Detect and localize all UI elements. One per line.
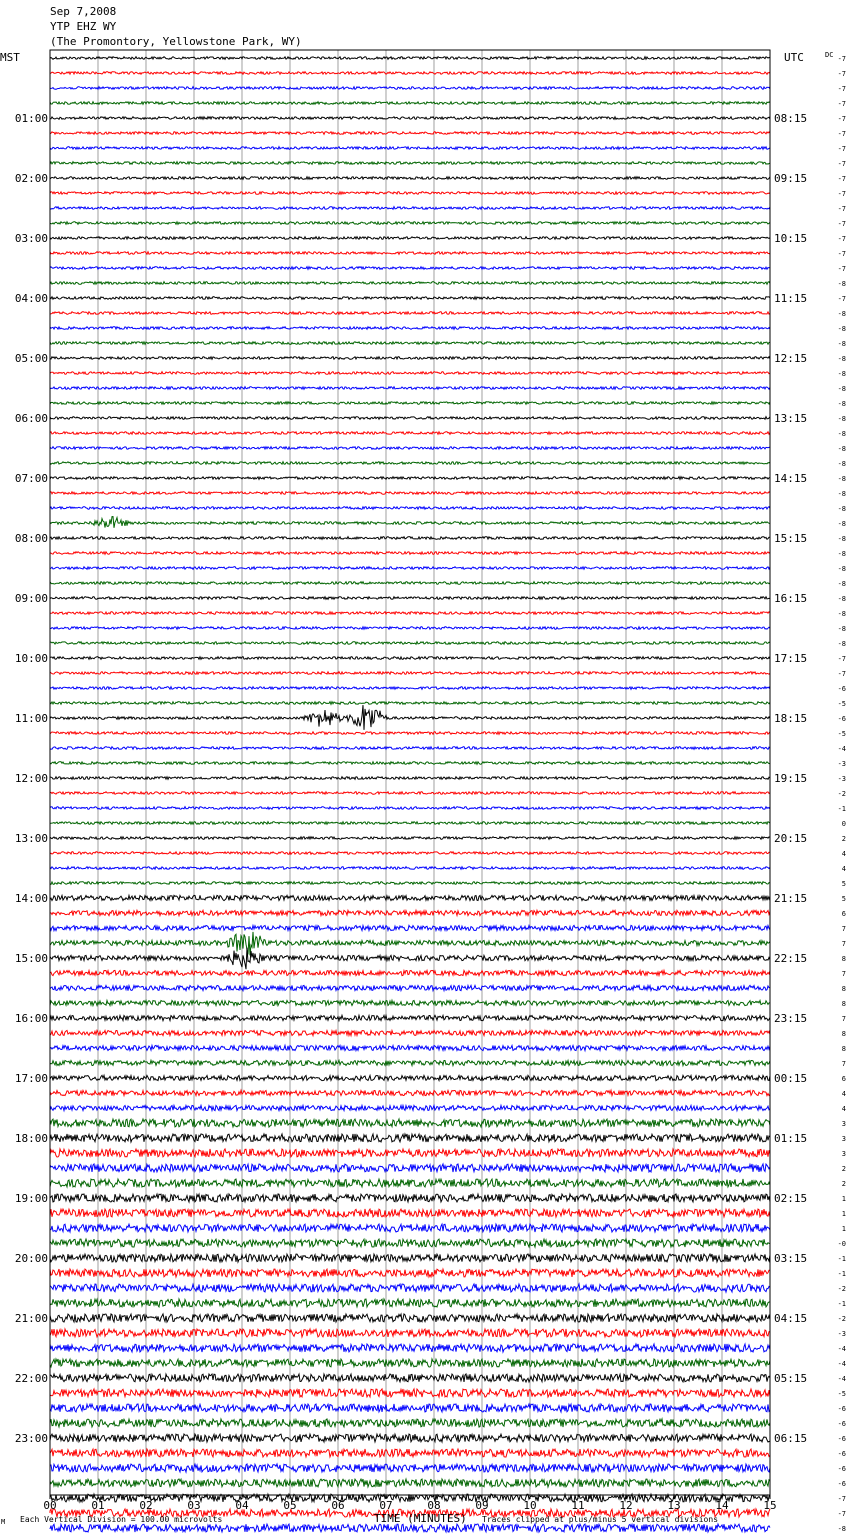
x-tick-label: 05: [283, 1499, 297, 1512]
mst-label: 16:00: [14, 1012, 48, 1025]
x-tick-label: 15: [763, 1499, 777, 1512]
trace-5: [50, 132, 770, 135]
trace-18: [50, 327, 770, 330]
trace-90: [50, 1404, 770, 1412]
mst-label: 20:00: [14, 1252, 48, 1265]
utc-label: 05:15: [774, 1372, 808, 1385]
mst-label: 08:00: [14, 532, 48, 545]
trace-85: [50, 1329, 770, 1337]
dc-offset: 1: [841, 1225, 846, 1233]
dc-offset: -8: [837, 370, 846, 378]
dc-offset: -8: [837, 505, 846, 513]
trace-68: [50, 1075, 770, 1080]
trace-91: [50, 1419, 770, 1427]
utc-label: 03:15: [774, 1252, 808, 1265]
trace-34: [50, 567, 770, 570]
trace-52: [50, 837, 770, 840]
dc-offset: -8: [837, 445, 846, 453]
utc-label: 01:15: [774, 1132, 808, 1145]
utc-label: 16:15: [774, 592, 808, 605]
trace-77: [50, 1209, 770, 1217]
trace-13: [50, 252, 770, 255]
trace-28: [50, 477, 770, 480]
dc-offset: -7: [837, 1495, 846, 1503]
trace-51: [50, 822, 770, 825]
x-tick-label: 09: [475, 1499, 489, 1512]
x-tick-label: 08: [427, 1499, 441, 1512]
dc-offset: -3: [837, 760, 846, 768]
trace-15: [50, 282, 770, 285]
x-tick-label: 12: [619, 1499, 633, 1512]
dc-offset: 2: [841, 1180, 846, 1188]
dc-offset: -1: [837, 1255, 846, 1263]
trace-37: [50, 612, 770, 615]
utc-label: 09:15: [774, 172, 808, 185]
trace-74: [50, 1164, 770, 1172]
dc-offset: -7: [837, 160, 846, 168]
utc-label: 21:15: [774, 892, 808, 905]
trace-48: [50, 777, 770, 780]
x-tick-label: 06: [331, 1499, 345, 1512]
trace-87: [50, 1359, 770, 1367]
x-tick-label: 10: [523, 1499, 537, 1512]
dc-offset: -8: [837, 550, 846, 558]
trace-46: [50, 747, 770, 750]
utc-label: 14:15: [774, 472, 808, 485]
trace-84: [50, 1314, 770, 1322]
mst-label: 12:00: [14, 772, 48, 785]
chart-station: YTP EHZ WY: [50, 20, 117, 33]
dc-offset: -8: [837, 535, 846, 543]
mst-label: 06:00: [14, 412, 48, 425]
x-tick-label: 13: [667, 1499, 681, 1512]
dc-offset: -8: [837, 640, 846, 648]
trace-79: [50, 1239, 770, 1247]
left-axis-title: MST: [0, 51, 20, 64]
dc-offset: -8: [837, 400, 846, 408]
mst-label: 15:00: [14, 952, 48, 965]
trace-75: [50, 1179, 770, 1187]
trace-10: [50, 207, 770, 210]
trace-2: [50, 87, 770, 90]
trace-71: [50, 1119, 770, 1127]
x-tick-label: 07: [379, 1499, 393, 1512]
mst-label: 05:00: [14, 352, 48, 365]
trace-1: [50, 72, 770, 75]
dc-offset: 4: [841, 850, 846, 858]
mst-label: 14:00: [14, 892, 48, 905]
trace-25: [50, 432, 770, 435]
x-tick-label: 02: [139, 1499, 153, 1512]
trace-39: [50, 642, 770, 645]
dc-offset: -6: [837, 1450, 846, 1458]
trace-16: [50, 297, 770, 300]
chart-date: Sep 7,2008: [50, 5, 117, 18]
dc-offset: -8: [837, 595, 846, 603]
x-tick-label: 14: [715, 1499, 729, 1512]
trace-61: [50, 970, 770, 975]
trace-53: [50, 852, 770, 855]
x-tick-label: 04: [235, 1499, 249, 1512]
dc-offset: -0: [837, 1240, 846, 1248]
dc-offset: -8: [837, 565, 846, 573]
utc-label: 02:15: [774, 1192, 808, 1205]
dc-offset: -2: [837, 1315, 846, 1323]
trace-83: [50, 1299, 770, 1307]
trace-54: [50, 867, 770, 870]
dc-offset: -8: [837, 280, 846, 288]
trace-27: [50, 462, 770, 465]
dc-offset: -8: [837, 580, 846, 588]
dc-offset: -5: [837, 1390, 846, 1398]
dc-offset: -8: [837, 460, 846, 468]
trace-22: [50, 387, 770, 390]
trace-65: [50, 1030, 770, 1035]
dc-offset: -2: [837, 790, 846, 798]
dc-offset: 5: [841, 880, 846, 888]
dc-offset: 3: [841, 1135, 846, 1143]
trace-32: [50, 537, 770, 540]
dc-offset: -7: [837, 220, 846, 228]
trace-11: [50, 222, 770, 225]
trace-67: [50, 1060, 770, 1065]
utc-label: 20:15: [774, 832, 808, 845]
mst-label: 11:00: [14, 712, 48, 725]
trace-82: [50, 1284, 770, 1292]
dc-offset: -7: [837, 250, 846, 258]
dc-offset: -6: [837, 1465, 846, 1473]
trace-29: [50, 492, 770, 495]
utc-label: 00:15: [774, 1072, 808, 1085]
trace-56: [50, 895, 770, 900]
dc-offset: -8: [837, 310, 846, 318]
dc-offset: 8: [841, 955, 846, 963]
trace-36: [50, 597, 770, 600]
dc-offset: -7: [837, 265, 846, 273]
dc-offset: 6: [841, 910, 846, 918]
dc-offset: -1: [837, 1300, 846, 1308]
trace-8: [50, 177, 770, 180]
mst-label: 09:00: [14, 592, 48, 605]
trace-58: [50, 925, 770, 930]
dc-offset: 7: [841, 940, 846, 948]
dc-offset: -4: [837, 1375, 846, 1383]
mst-label: 18:00: [14, 1132, 48, 1145]
dc-offset: -8: [837, 610, 846, 618]
trace-62: [50, 985, 770, 990]
x-tick-label: 01: [91, 1499, 105, 1512]
trace-93: [50, 1449, 770, 1457]
clip-note: Traces clipped at plus/minus 5 vertical divisions: [482, 1515, 719, 1524]
dc-offset: -6: [837, 1480, 846, 1488]
mst-label: 19:00: [14, 1192, 48, 1205]
scale-note: Each Vertical Division = 100.00 microvolts: [20, 1515, 223, 1524]
dc-offset: 4: [841, 865, 846, 873]
trace-40: [50, 657, 770, 660]
dc-offset: -2: [837, 1285, 846, 1293]
dc-offset: -8: [837, 475, 846, 483]
utc-label: 06:15: [774, 1432, 808, 1445]
dc-offset: 7: [841, 970, 846, 978]
trace-45: [50, 732, 770, 735]
trace-14: [50, 267, 770, 270]
dc-offset: -8: [837, 1525, 846, 1533]
utc-label: 11:15: [774, 292, 808, 305]
dc-offset: 8: [841, 1030, 846, 1038]
trace-9: [50, 192, 770, 195]
mst-label: 04:00: [14, 292, 48, 305]
trace-57: [50, 910, 770, 915]
trace-7: [50, 162, 770, 165]
trace-88: [50, 1374, 770, 1382]
dc-offset: 6: [841, 1075, 846, 1083]
dc-offset: -7: [837, 1510, 846, 1518]
chart-location: (The Promontory, Yellowstone Park, WY): [50, 35, 302, 48]
trace-23: [50, 402, 770, 405]
trace-94: [50, 1464, 770, 1472]
dc-offset: 8: [841, 985, 846, 993]
plot-frame: [50, 50, 770, 1495]
dc-label: DC: [825, 51, 834, 59]
trace-72: [50, 1134, 770, 1142]
dc-offset: -7: [837, 655, 846, 663]
dc-offset: 7: [841, 1015, 846, 1023]
trace-80: [50, 1254, 770, 1262]
dc-offset: -7: [837, 130, 846, 138]
mst-label: 02:00: [14, 172, 48, 185]
dc-offset: -4: [837, 1360, 846, 1368]
trace-44: [50, 705, 770, 730]
footer-mark: M: [1, 1518, 6, 1526]
dc-offset: 4: [841, 1090, 846, 1098]
trace-19: [50, 342, 770, 345]
trace-17: [50, 312, 770, 315]
trace-38: [50, 627, 770, 630]
trace-59: [50, 932, 770, 955]
dc-offset: -7: [837, 175, 846, 183]
dc-offset: -1: [837, 1270, 846, 1278]
dc-offset: 7: [841, 925, 846, 933]
trace-35: [50, 582, 770, 585]
dc-offset: -7: [837, 145, 846, 153]
trace-64: [50, 1015, 770, 1020]
trace-20: [50, 357, 770, 360]
dc-offset: -7: [837, 670, 846, 678]
dc-offset: -1: [837, 805, 846, 813]
trace-49: [50, 792, 770, 795]
utc-label: 08:15: [774, 112, 808, 125]
dc-offset: -8: [837, 625, 846, 633]
dc-offset: -8: [837, 415, 846, 423]
trace-26: [50, 447, 770, 450]
mst-label: 01:00: [14, 112, 48, 125]
dc-offset: 1: [841, 1195, 846, 1203]
trace-66: [50, 1045, 770, 1050]
utc-label: 18:15: [774, 712, 808, 725]
dc-offset: 2: [841, 835, 846, 843]
trace-31: [50, 517, 770, 528]
trace-33: [50, 552, 770, 555]
mst-label: 13:00: [14, 832, 48, 845]
dc-offset: -4: [837, 745, 846, 753]
dc-offset: -8: [837, 520, 846, 528]
dc-offset: -7: [837, 55, 846, 63]
seismic-traces: [50, 57, 770, 1534]
dc-offset: 1: [841, 1210, 846, 1218]
trace-12: [50, 237, 770, 240]
trace-24: [50, 417, 770, 420]
trace-30: [50, 507, 770, 510]
x-tick-label: 03: [187, 1499, 201, 1512]
dc-offset: -8: [837, 490, 846, 498]
trace-0: [50, 57, 770, 60]
dc-offset: 5: [841, 895, 846, 903]
trace-41: [50, 672, 770, 675]
dc-offset: -3: [837, 775, 846, 783]
mst-label: 23:00: [14, 1432, 48, 1445]
trace-78: [50, 1224, 770, 1232]
dc-offset: -7: [837, 70, 846, 78]
trace-92: [50, 1434, 770, 1442]
dc-offset: -7: [837, 235, 846, 243]
mst-label: 17:00: [14, 1072, 48, 1085]
trace-63: [50, 1000, 770, 1005]
dc-offset: -5: [837, 700, 846, 708]
dc-offset: -8: [837, 430, 846, 438]
trace-43: [50, 702, 770, 705]
dc-offset: -6: [837, 685, 846, 693]
dc-offset: -7: [837, 100, 846, 108]
mst-label: 21:00: [14, 1312, 48, 1325]
mst-label: 22:00: [14, 1372, 48, 1385]
dc-offset: -6: [837, 715, 846, 723]
trace-3: [50, 102, 770, 105]
trace-81: [50, 1269, 770, 1277]
dc-offset: -3: [837, 1330, 846, 1338]
dc-offset: -8: [837, 340, 846, 348]
dc-offset: -7: [837, 85, 846, 93]
mst-label: 10:00: [14, 652, 48, 665]
trace-21: [50, 372, 770, 375]
dc-offset: -6: [837, 1405, 846, 1413]
x-tick-label: 00: [43, 1499, 57, 1512]
dc-offset: -8: [837, 385, 846, 393]
trace-50: [50, 807, 770, 810]
trace-95: [50, 1479, 770, 1487]
mst-label: 03:00: [14, 232, 48, 245]
trace-73: [50, 1149, 770, 1157]
trace-76: [50, 1194, 770, 1202]
dc-offset: -6: [837, 1435, 846, 1443]
dc-offset: -6: [837, 1420, 846, 1428]
trace-55: [50, 882, 770, 885]
dc-offset: -7: [837, 295, 846, 303]
utc-label: 19:15: [774, 772, 808, 785]
dc-offset: 0: [841, 820, 846, 828]
utc-label: 04:15: [774, 1312, 808, 1325]
dc-offset: -8: [837, 355, 846, 363]
utc-label: 12:15: [774, 352, 808, 365]
dc-offset: 4: [841, 1105, 846, 1113]
dc-offset: 3: [841, 1120, 846, 1128]
trace-86: [50, 1344, 770, 1352]
utc-label: 17:15: [774, 652, 808, 665]
utc-label: 23:15: [774, 1012, 808, 1025]
dc-offset: -7: [837, 205, 846, 213]
trace-42: [50, 687, 770, 690]
dc-offset: -5: [837, 730, 846, 738]
right-axis-title: UTC: [784, 51, 804, 64]
trace-60: [50, 948, 770, 970]
utc-label: 22:15: [774, 952, 808, 965]
dc-offset: -7: [837, 115, 846, 123]
dc-offset: -8: [837, 325, 846, 333]
trace-6: [50, 147, 770, 150]
mst-label: 07:00: [14, 472, 48, 485]
x-axis-title: TIME (MINUTES): [374, 1512, 467, 1525]
x-tick-label: 11: [571, 1499, 585, 1512]
dc-offset: 8: [841, 1000, 846, 1008]
trace-70: [50, 1105, 770, 1110]
trace-4: [50, 117, 770, 120]
dc-offset: 3: [841, 1150, 846, 1158]
trace-89: [50, 1389, 770, 1397]
trace-98: [50, 1524, 770, 1532]
dc-offset: -4: [837, 1345, 846, 1353]
dc-offset: 2: [841, 1165, 846, 1173]
dc-offset: 8: [841, 1045, 846, 1053]
trace-69: [50, 1090, 770, 1095]
utc-label: 15:15: [774, 532, 808, 545]
trace-47: [50, 762, 770, 765]
dc-offset: -7: [837, 190, 846, 198]
utc-label: 13:15: [774, 412, 808, 425]
utc-label: 10:15: [774, 232, 808, 245]
dc-offset: 7: [841, 1060, 846, 1068]
